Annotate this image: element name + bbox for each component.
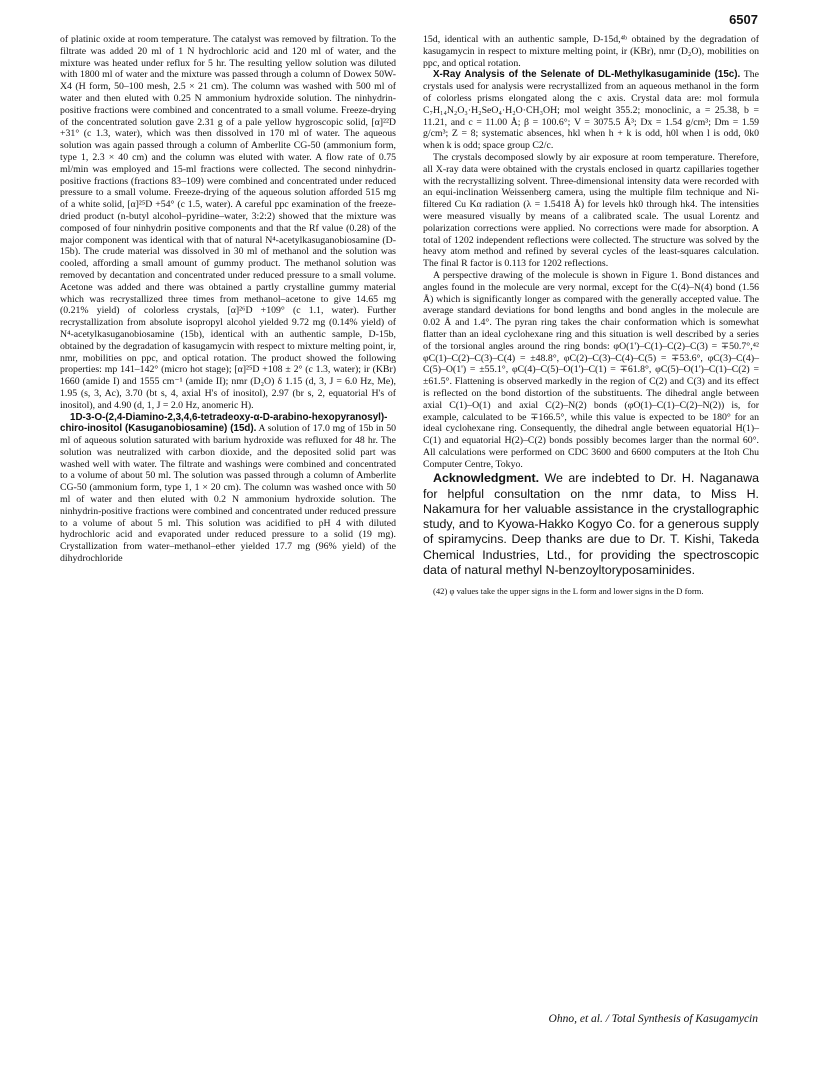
- paragraph-perspective: A perspective drawing of the molecule is shown in Figure 1. Bond distances and angles found in the molecule are very normal, except for the C(4)–N(4) bond (1.56 Å) which is significantly longer as compared with the generally accepted value. The average standard deviations for bond lengths and bond angles in the molecule are 0.02 Å and 1.4°. The pyran ring takes the chair conformation which is somewhat flatter than an ideal cyclohexane ring and this situation is well described by a series of the torsional angles around the ring bonds: φO(1')–C(1)–C(2)–C(3) = ∓50.7°,⁴² φC(1)–C(2)–C(3)–C(4) = ±48.8°, φC(2)–C(3)–C(4)–C(5) = ∓53.6°, φC(3)–C(4)–C(5)–O(1') = ±55.1°, φC(4)–C(5)–O(1')–C(1) = ∓61.8°, φC(5)–O(1')–C(1)–C(2) = ±61.5°. Flattening is observed markedly in the region of C(2) and C(3) and its effect is reflected on the bond distortion of the substituents. The dihedral angle between axial C(1)–O(1) and axial C(2)–N(2) bonds (φO(1)–C(1)–C(2)–N(2)) is, for example, calculated to be ∓166.5°, while this value is expected to be 180° for an ideal cyclohexane ring. Consequently, the dihedral angle between equatorial H(1)–C(1) and equatorial H(2)–C(2) bonds possibly becomes larger than the normal 60°. All calculations were performed on CDC 3600 and 6600 computers at the Itoh Chu Computer Centre, Tokyo.: [423, 269, 759, 470]
- running-footer: Ohno, et al. / Total Synthesis of Kasugamycin: [548, 1013, 758, 1025]
- page-number: 6507: [729, 12, 758, 27]
- paragraph-platinic-oxide: of platinic oxide at room temperature. The catalyst was removed by filtration. To the filtrate was added 20 ml of 1 N hydrochloric acid and 120 ml of water, and the mixture was heated under reflux for 5 hr. The resulting yellow solution was diluted with 1800 ml of water and the mixture was passed through a column of Dowex 50W-X4 (H form, 50–100 mesh, 2.5 × 21 cm). The column was washed with 500 ml of water and then eluted with 0.25 N ammonium hydroxide solution. The ninhydrin-positive fractions were combined and concentrated to a small volume. Freeze-drying of the concentrated solution gave 2.31 g of a pale yellow hygroscopic solid, [α]²²D +31° (c 1.3, water), which was then dissolved in 170 ml of water. The aqueous solution was again passed through a column of Amberlite CG-50 (ammonium form, type 1, 2.3 × 40 cm) and the column was eluted with water. A flow rate of 0.75 ml/min was employed and 15-ml fractions were collected. The second ninhydrin-positive fractions (fractions 83–109) were combined and concentrated under reduced pressure to a small volume. Freeze-drying of the aqueous solution afforded 515 mg of a white solid, [α]²⁵D +54° (c 1.5, water). A careful ppc examination of the freeze-dried product (n-butyl alcohol–pyridine–water, 3:2:2) showed that the mixture was composed of four ninhydrin positive components and that the Rf value (0.28) of the major component was identical with that of natural N⁴-acetylkasuganobiosamine (D-15b). The crude material was dissolved in 30 ml of methanol and the solution was cooled, affording a small amount of gummy product. The methanol solution was removed by decantation and concentrated under reduced pressure to a small volume. Acetone was added and there was obtained a partly crystalline gummy material which was recrystallized three times from methanol–acetone to give 14.65 mg (0.21% yield) of colorless crystals, [α]²⁶D +109° (c 1.1, water). Further recrystallization from absolute isopropyl alcohol yielded 9.72 mg (0.14% yield) of N⁴-acetylkasuganobiosamine (15b), identical with an authentic sample, D-15b, obtained by the degradation of kasugamycin with respect to mixture melting point, ir, nmr, mobilities on ppc, and optical rotation. The product showed the following properties: mp 141–142° (micro hot stage); [α]²⁵D +108 ± 2° (c 1.3, water); ir (KBr) 1660 (amide I) and 1555 cm⁻¹ (amide II); nmr (D₂O) δ 1.15 (d, 3, J = 6.0 Hz, Me), 1.95 (s, 3, Ac), 3.70 (bt s, 4, axial H's of inositol), 2.97 (br s, 2, equatorial H's of inositol), and 4.90 (d, 1, J = 2.0 Hz, anomeric H).: [60, 34, 396, 411]
- paragraph-body: The crystals used for analysis were recrystallized from an aqueous methanol in the form of colorless prisms elongated along the c axis. Crystal data are: mol formula C₇H₁₄N₂O₃·H₂SeO₄·H₂O·CH₃OH; mol weight 355.2; monoclinic, a = 25.38, b = 11.21, and c = 11.00 Å; β = 100.6°; V = 3075.5 Å³; Dx = 1.54 g/cm³; Dm = 1.59 g/cm³; Z = 8; systematic absences, hkl when h + k is odd, h0l when l is odd, 0k0 when k is odd; space group C2/c.: [423, 69, 759, 152]
- paragraph-kasuganobiosamine: [60, 412, 396, 565]
- section-heading-xray: X-Ray Analysis of the Selenate of DL-Methylkasugaminide (15c).: [433, 69, 741, 81]
- left-column: [60, 34, 396, 565]
- section-heading-kasuganobiosamine: 1D-3-O-(2,4-Diamino-2,3,4,6-tetradeoxy-α-D-arabino-hexopyranosyl)-chiro-inositol (Kasuganobiosamine) (15d).: [60, 411, 388, 435]
- right-column: [423, 34, 759, 597]
- paragraph-continuation: 15d, identical with an authentic sample, D-15d,⁴ᵇ obtained by the degradation of kasugamycin in respect to mixture melting point, ir (KBr), nmr (D₂O), mobilities on ppc, and optical rotation.: [423, 34, 759, 69]
- footnote-42: (42) φ values take the upper signs in the L form and lower signs in the D form.: [433, 585, 704, 596]
- paragraph-xray: [423, 69, 759, 152]
- paragraph-crystals: The crystals decomposed slowly by air exposure at room temperature. Therefore, all X-ray data were obtained with the crystals enclosed in quartz capillaries together with the recrystallizing solvent. Three-dimensional intensity data were recorded with an equi-inclination Weissenberg camera, using the multiple film technique and Ni-filtered Cu Kα radiation (λ = 1.5418 Å) for levels hk0 through hk4. The intensities were measured visually by means of a calibrated scale. The usual Lorentz and polarization corrections were applied. No corrections were made for absorption. A total of 1202 independent reflections were collected. The structure was solved by the heavy atom method and refined by several cycles of the least-squares calculation. The final R factor is 0.113 for 1202 reflections.: [423, 151, 759, 270]
- paragraph-acknowledgment: [423, 471, 759, 577]
- acknowledgment-body: We are indebted to Dr. H. Naganawa for helpful consultation on the nmr data, to Miss H. Nakamura for her valuable assistance in the crystallographic study, and to Kyowa-Hakko Kogyo Co. for a generous supply of spiramycins. Deep thanks are due to Dr. T. Kishi, Takeda Chemical Industries, Ltd., for providing the spectroscopic data of natural methyl N-benzoyltoryposaminides.: [423, 471, 759, 577]
- paragraph-body: A solution of 17.0 mg of 15b in 50 ml of aqueous solution saturated with barium hydroxide was refluxed for 48 hr. The solution was neutralized with carbon dioxide, and the deposited solid part was washed well with water. The filtrate and washings were combined and concentrated to a volume of about 50 ml. The solution was passed through a column of Amberlite CG-50 (ammonium form, type 1, 1 × 20 cm). The column was washed once with 50 ml of water and then eluted with 0.2 N ammonium hydroxide solution. The ninhydrin-positive fractions were combined and concentrated under reduced pressure to a volume of about 5 ml. This solution was acidified to pH 4 with diluted hydrochloric acid and evaporated under reduced pressure to a solid (19 mg). Crystallization from water–methanol–ether yielded 17.7 mg (96% yield) of the dihydrochloride: [60, 423, 397, 565]
- acknowledgment-heading: Acknowledgment.: [433, 471, 540, 486]
